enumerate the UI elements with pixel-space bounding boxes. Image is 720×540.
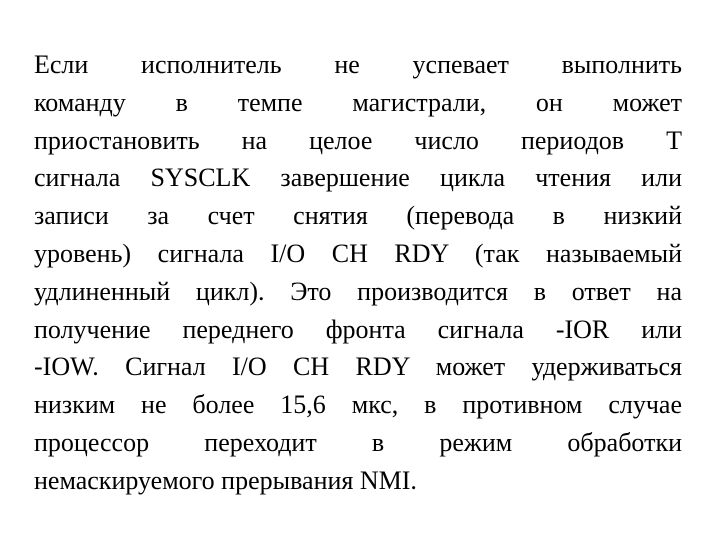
paragraph-line: записи за счет снятия (перевода в низкий [34,201,682,231]
body-paragraph [34,46,682,500]
paragraph-line: уровень) сигнала I/O CH RDY (так называемый [34,238,682,268]
paragraph-line: удлиненный цикл). Это производится в ответ на [34,276,682,306]
paragraph-line: процессор переходит в режим обработки [34,427,682,457]
paragraph-line: приостановить на целое число периодов T [34,125,682,155]
paragraph-line: получение переднего фронта сигнала -IOR или [34,314,682,344]
paragraph-line: Если исполнитель не успевает выполнить [34,50,682,79]
paragraph-line: -IOW. Сигнал I/O CH RDY может удерживаться [34,352,682,382]
paragraph-line: немаскируемого прерывания NMI. [34,465,417,495]
paragraph-line: команду в темпе магистрали, он может [34,87,682,117]
paragraph-line: сигнала SYSCLK завершение цикла чтения или [34,163,682,193]
paragraph-line: низким не более 15,6 мкс, в противном случае [34,390,682,420]
